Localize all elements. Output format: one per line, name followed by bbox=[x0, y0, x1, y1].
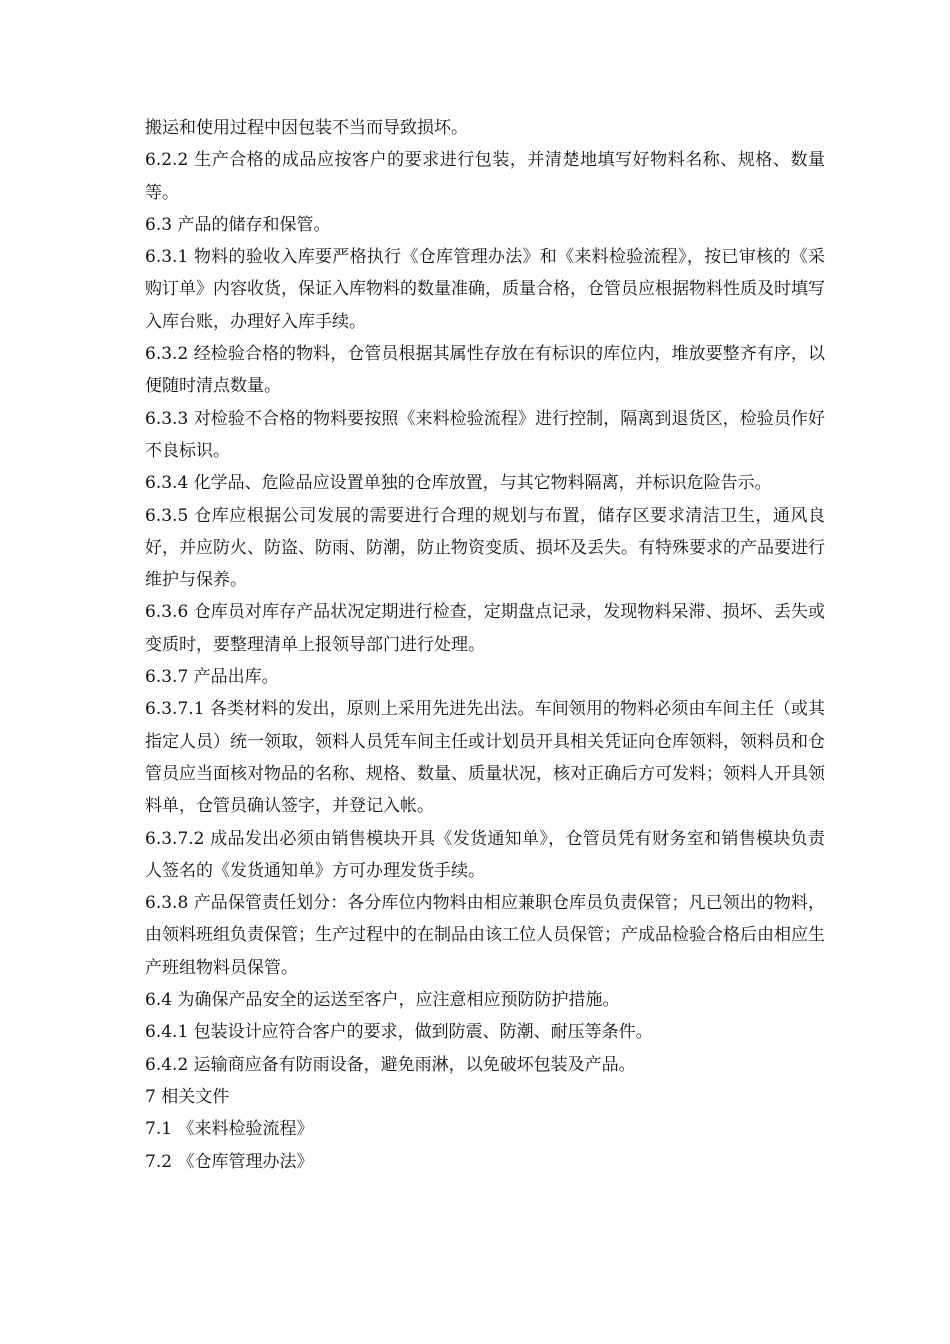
paragraph-6-3-2: 6.3.2 经检验合格的物料，仓管员根据其属性存放在有标识的库位内，堆放要整齐有序，以便随时清点数量。 bbox=[145, 344, 825, 397]
paragraph-6-3-3: 6.3.3 对检验不合格的物料要按照《来料检验流程》进行控制，隔离到退货区，检验员作好不良标识。 bbox=[145, 408, 825, 461]
paragraph-6-2-2: 6.2.2 生产合格的成品应按客户的要求进行包装，并清楚地填写好物料名称、规格、数量等。 bbox=[145, 150, 825, 203]
paragraph-6-3-5: 6.3.5 仓库应根据公司发展的需要进行合理的规划与布置，储存区要求清洁卫生，通风良好，并应防火、防盗、防雨、防潮，防止物资变质、损坏及丢失。有特殊要求的产品要进行维护与保养。 bbox=[145, 505, 825, 591]
paragraph-6-3-7-2: 6.3.7.2 成品发出必须由销售模块开具《发货通知单》，仓管员凭有财务室和销售模块负责人签名的《发货通知单》方可办理发货手续。 bbox=[145, 828, 825, 881]
document-body bbox=[145, 112, 825, 1178]
paragraph-6-3-7-1: 6.3.7.1 各类材料的发出，原则上采用先进先出法。车间领用的物料必须由车间主任（或其指定人员）统一领取，领料人员凭车间主任或计划员开具相关凭证向仓库领料，领料员和仓管员应当面核对物品的名称、规格、数量、质量状况，核对正确后方可发料；领料人开具领料单，仓管员确认签字，并登记入帐。 bbox=[145, 699, 825, 817]
heading-7: 7 相关文件 bbox=[145, 1086, 230, 1107]
heading-6-3-7: 6.3.7 产品出库。 bbox=[145, 667, 279, 688]
paragraph-6-3-6: 6.3.6 仓库员对库存产品状况定期进行检查，定期盘点记录，发现物料呆滞、损坏、丢失或变质时，要整理清单上报领导部门进行处理。 bbox=[145, 602, 825, 655]
paragraph-continuation: 搬运和使用过程中因包装不当而导致损坏。 bbox=[145, 118, 468, 138]
reference-7-2: 7.2 《仓库管理办法》 bbox=[145, 1151, 314, 1172]
paragraph-6-3-8: 6.3.8 产品保管责任划分：各分库位内物料由相应兼职仓库员负责保管；凡已领出的物料，由领料班组负责保管；生产过程中的在制品由该工位人员保管；产成品检验合格后由相应生产班组物料员保管。 bbox=[145, 893, 825, 978]
reference-7-1: 7.1 《来料检验流程》 bbox=[145, 1119, 314, 1140]
paragraph-6-4-1: 6.4.1 包装设计应符合客户的要求，做到防震、防潮、耐压等条件。 bbox=[145, 1022, 653, 1043]
paragraph-6-3-1: 6.3.1 物料的验收入库要严格执行《仓库管理办法》和《来料检验流程》，按已审核的《采购订单》内容收货，保证入库物料的数量准确，质量合格，仓管员应根据物料性质及时填写入库台账，办理好入库手续。 bbox=[145, 247, 825, 332]
heading-6-4: 6.4 为确保产品安全的运送至客户，应注意相应预防防护措施。 bbox=[145, 990, 620, 1011]
heading-6-3: 6.3 产品的储存和保管。 bbox=[145, 214, 331, 235]
paragraph-6-3-4: 6.3.4 化学品、危险品应设置单独的仓库放置，与其它物料隔离，并标识危险告示。 bbox=[145, 473, 772, 494]
paragraph-6-4-2: 6.4.2 运输商应备有防雨设备，避免雨淋，以免破坏包装及产品。 bbox=[145, 1054, 636, 1075]
